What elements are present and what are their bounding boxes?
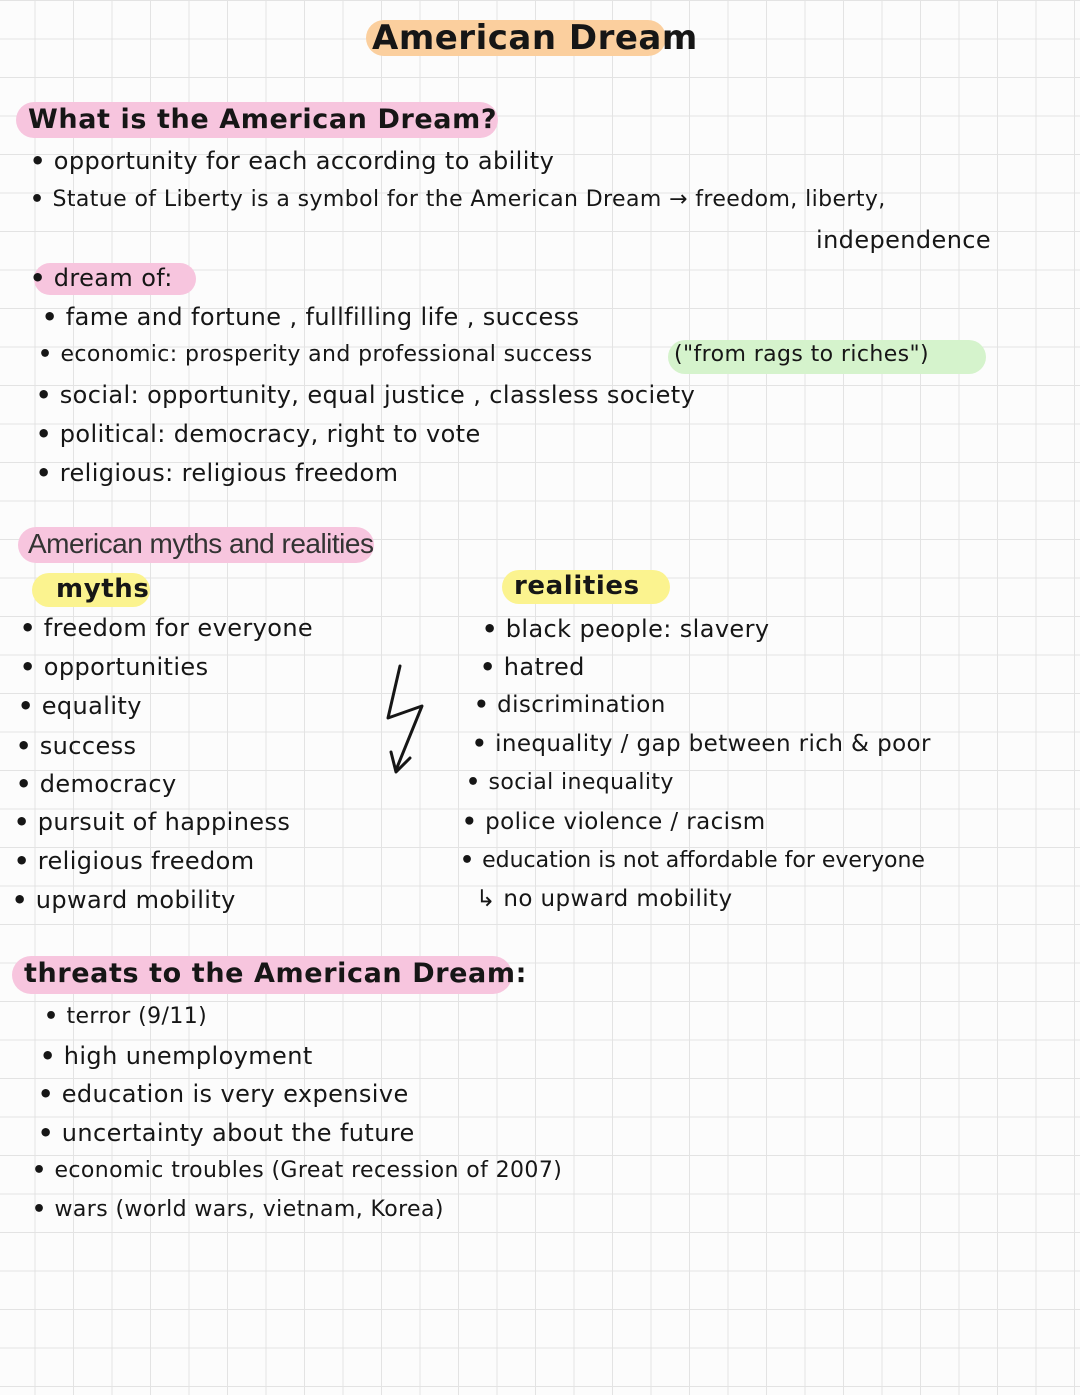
- bullet-dot: •: [20, 614, 36, 642]
- bullet-dot: •: [32, 1158, 47, 1183]
- myth-text: freedom for everyone: [43, 614, 314, 642]
- bullet-dot: •: [36, 459, 52, 487]
- reality-item: [460, 848, 925, 873]
- bullet-dot: •: [44, 1004, 59, 1029]
- threat-text: wars (world wars, vietnam, Korea): [54, 1197, 444, 1222]
- dream-item-2: [38, 342, 592, 367]
- reality-item: [474, 692, 666, 718]
- bullet-dot: •: [38, 1119, 54, 1147]
- reality-item: [472, 731, 931, 757]
- dream-item-text: religious: religious freedom: [59, 459, 399, 487]
- bullet-dot: •: [16, 770, 32, 798]
- threat-item: [40, 1042, 313, 1070]
- section1-bullet-2: [30, 187, 886, 212]
- dream-item-1: [42, 303, 579, 331]
- dream-item-4: [36, 420, 481, 448]
- bullet-dot: •: [30, 187, 45, 212]
- section3-heading: threats to the American Dream:: [24, 958, 527, 989]
- bullet-dot: •: [16, 732, 32, 760]
- reality-text: discrimination: [497, 692, 666, 718]
- bullet-dot: •: [12, 886, 28, 914]
- reality-text: black people: slavery: [505, 615, 770, 643]
- reality-text: inequality / gap between rich & poor: [495, 731, 931, 757]
- bullet-dot: •: [30, 264, 46, 292]
- page-title: American Dream: [372, 18, 698, 58]
- myth-text: religious freedom: [37, 847, 255, 875]
- myths-label: myths: [56, 574, 150, 604]
- myth-item: [14, 847, 255, 875]
- dream-of-text: dream of:: [53, 264, 173, 292]
- section1-continuation: independence: [816, 226, 992, 254]
- threat-text: education is very expensive: [61, 1080, 409, 1108]
- reality-text: police violence / racism: [485, 809, 766, 835]
- threat-text: high unemployment: [63, 1042, 313, 1070]
- realities-label: realities: [514, 571, 640, 601]
- threat-item: [38, 1119, 415, 1147]
- bullet-text: Statue of Liberty is a symbol for the American Dream → freedom, liberty,: [52, 187, 886, 212]
- bullet-dot: •: [36, 420, 52, 448]
- reality-item: [480, 653, 585, 681]
- dream-item-text: economic: prosperity and professional success: [60, 342, 593, 367]
- myth-item: [20, 653, 209, 681]
- bullet-dot: •: [462, 809, 478, 835]
- myth-text: democracy: [39, 770, 177, 798]
- bullet-dot: •: [38, 1080, 54, 1108]
- lightning-arrow-icon: [382, 660, 432, 780]
- section1-bullet-1: [30, 147, 554, 175]
- dream-item-text: fame and fortune , fullfilling life , success: [65, 303, 580, 331]
- reality-item: [462, 809, 766, 835]
- threat-item: [38, 1080, 409, 1108]
- myth-item: [18, 692, 142, 720]
- myth-text: pursuit of happiness: [37, 808, 291, 836]
- bullet-dot: •: [30, 147, 46, 175]
- dream-item-text: social: opportunity, equal justice , classless society: [59, 381, 696, 409]
- reality-item: [482, 615, 769, 643]
- dream-of-label: [30, 264, 173, 292]
- reality-text: hatred: [503, 653, 585, 681]
- bullet-dot: •: [460, 848, 475, 873]
- dream-item-text: political: democracy, right to vote: [59, 420, 481, 448]
- threat-text: uncertainty about the future: [61, 1119, 415, 1147]
- bullet-text: opportunity for each according to ability: [53, 147, 555, 175]
- reality-text: social inequality: [488, 770, 674, 795]
- reality-text: education is not affordable for everyone: [482, 848, 925, 873]
- dream-item-3: [36, 381, 695, 409]
- bullet-dot: •: [482, 615, 498, 643]
- myth-item: [20, 614, 313, 642]
- bullet-dot: •: [474, 692, 490, 718]
- quote-text: ("from rags to riches"): [674, 342, 930, 367]
- myth-text: upward mobility: [35, 886, 236, 914]
- myth-item: [16, 770, 177, 798]
- bullet-dot: •: [36, 381, 52, 409]
- dream-item-5: [36, 459, 398, 487]
- threat-item: [44, 1004, 207, 1029]
- bullet-dot: •: [472, 731, 488, 757]
- bullet-dot: •: [38, 342, 53, 367]
- bullet-dot: •: [40, 1042, 56, 1070]
- myth-item: [14, 808, 290, 836]
- threat-text: economic troubles (Great recession of 2007): [54, 1158, 563, 1183]
- bullet-dot: •: [32, 1197, 47, 1222]
- bullet-dot: •: [466, 770, 481, 795]
- reality-continuation: ↳ no upward mobility: [476, 886, 733, 912]
- myth-text: success: [39, 732, 137, 760]
- bullet-dot: •: [14, 847, 30, 875]
- myth-text: equality: [41, 692, 142, 720]
- section2-heading: American myths and realities: [28, 528, 374, 559]
- threat-item: [32, 1197, 444, 1222]
- bullet-dot: •: [42, 303, 58, 331]
- threat-text: terror (9/11): [66, 1004, 208, 1029]
- myth-item: [16, 732, 136, 760]
- bullet-dot: •: [480, 653, 496, 681]
- section1-heading: What is the American Dream?: [28, 104, 498, 135]
- reality-item: [466, 770, 674, 795]
- myth-text: opportunities: [43, 653, 209, 681]
- bullet-dot: •: [20, 653, 36, 681]
- threat-item: [32, 1158, 562, 1183]
- bullet-dot: •: [18, 692, 34, 720]
- myth-item: [12, 886, 236, 914]
- bullet-dot: •: [14, 808, 30, 836]
